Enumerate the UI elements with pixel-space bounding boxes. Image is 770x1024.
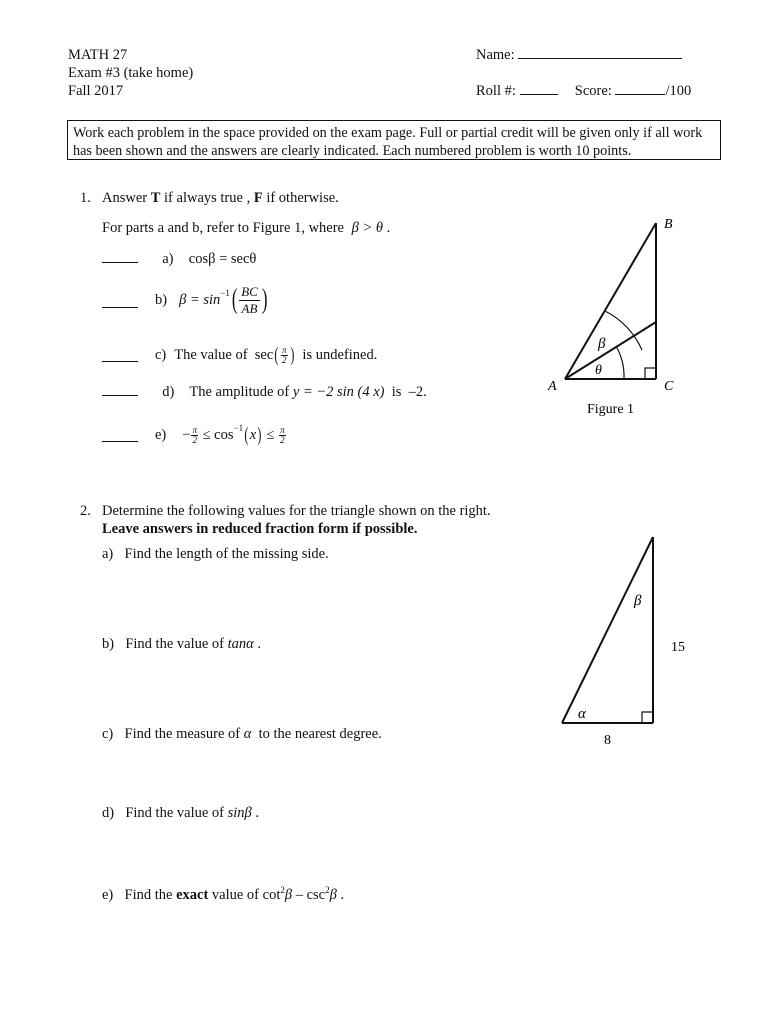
part-2a: a) Find the length of the missing side. — [102, 546, 329, 562]
name-field[interactable] — [518, 57, 682, 59]
problem-1-number: 1. — [80, 190, 91, 206]
score-label: Score: — [574, 83, 612, 99]
part-1d: d) The amplitude of y = −2 sin (4 x) is –2. — [102, 384, 427, 401]
alpha-label: α — [578, 706, 586, 722]
instructions-box — [67, 120, 721, 160]
part-1a: a) cosβ = secθ — [102, 251, 256, 268]
name-line — [476, 46, 682, 64]
side-ab — [565, 223, 656, 379]
amplitude-function: y = −2 sin (4 x) — [292, 384, 385, 400]
beta-label: β — [598, 336, 606, 352]
exam-title: Exam #3 (take home) — [68, 65, 194, 81]
part-1b: b) β = sin $^{-1}$ ( $\frac{BC}{AB}$ ) — [102, 280, 269, 320]
false-marker: F — [253, 190, 263, 206]
side-15-label: 15 — [671, 640, 685, 655]
answer-blank-1e[interactable] — [102, 440, 138, 442]
fraction-pi-over-2-upper: $\frac{\pi}{2}$ — [280, 424, 285, 445]
roll-label: Roll #: — [476, 83, 516, 99]
part-2e: e) Find the exact value of $\cot^2\beta - \csc^2\beta$ . — [102, 885, 345, 903]
hypotenuse — [562, 537, 653, 723]
figure-2 — [550, 530, 700, 750]
vertex-a-label: A — [548, 379, 557, 394]
instructions-text: Work each problem in the space provided on the exam page. Full or partial credit will be given only if all work has been shown and the answers are clearly indicated. Each numbered problem is worth 10 points. — [73, 125, 703, 159]
vertex-c-label: C — [664, 379, 674, 394]
course-header — [68, 46, 193, 100]
problem-1-intro: Answer T if always true , F if otherwise. — [102, 190, 339, 206]
right-angle-mark — [645, 368, 656, 379]
side-8-label: 8 — [604, 733, 611, 748]
part-1c: c) The value of sec ( $\frac{\pi}{2}$ ) is undefined. — [102, 340, 377, 370]
part-1e: e) − $\frac{\pi}{2}$ ≤ cos $^{-1}$ ( x ) ≤ $\frac{\pi}{2}$ — [102, 420, 287, 450]
part-1a-math: cosβ = secθ — [188, 251, 257, 267]
figure-1 — [540, 210, 700, 440]
beta-label-2: β — [634, 593, 642, 609]
right-angle-mark-2 — [642, 712, 653, 723]
vertex-b-label: B — [664, 217, 673, 232]
fraction-pi-over-2: $\frac{\pi}{2}$ — [281, 344, 287, 365]
beta-arc — [605, 311, 642, 350]
score-total: /100 — [665, 83, 692, 99]
figure-caption: Figure 1 — [587, 402, 635, 417]
answer-blank-1a[interactable] — [102, 261, 138, 263]
name-label: Name: — [476, 47, 515, 63]
problem-1-refer: For parts a and b, refer to Figure 1, where β > θ . — [102, 220, 391, 236]
fraction-neg-pi-over-2: $\frac{\pi}{2}$ — [192, 424, 197, 445]
problem-2-number: 2. — [80, 503, 91, 519]
theta-arc — [616, 346, 624, 379]
angle-ray — [565, 322, 656, 379]
part-2c: c) Find the measure of α to the nearest degree. — [102, 726, 382, 742]
refer-math: β > θ — [351, 220, 384, 236]
true-marker: T — [150, 190, 161, 206]
roll-field[interactable] — [520, 93, 558, 95]
roll-score-line — [476, 82, 691, 100]
fraction-bc-ab: $\frac{BC}{AB}$ — [241, 283, 258, 316]
answer-blank-1d[interactable] — [102, 394, 138, 396]
answer-blank-1c[interactable] — [102, 360, 138, 362]
score-field[interactable] — [615, 93, 665, 95]
term: Fall 2017 — [68, 83, 124, 99]
problem-2-intro: Determine the following values for the triangle shown on the right. — [102, 503, 491, 519]
answer-blank-1b[interactable] — [102, 306, 138, 308]
theta-label: θ — [595, 363, 602, 378]
course-title: MATH 27 — [68, 47, 128, 63]
problem-2-note: Leave answers in reduced fraction form if possible. — [102, 521, 418, 537]
part-2b: b) Find the value of tanα . — [102, 636, 262, 652]
part-2d: d) Find the value of sinβ . — [102, 805, 260, 821]
